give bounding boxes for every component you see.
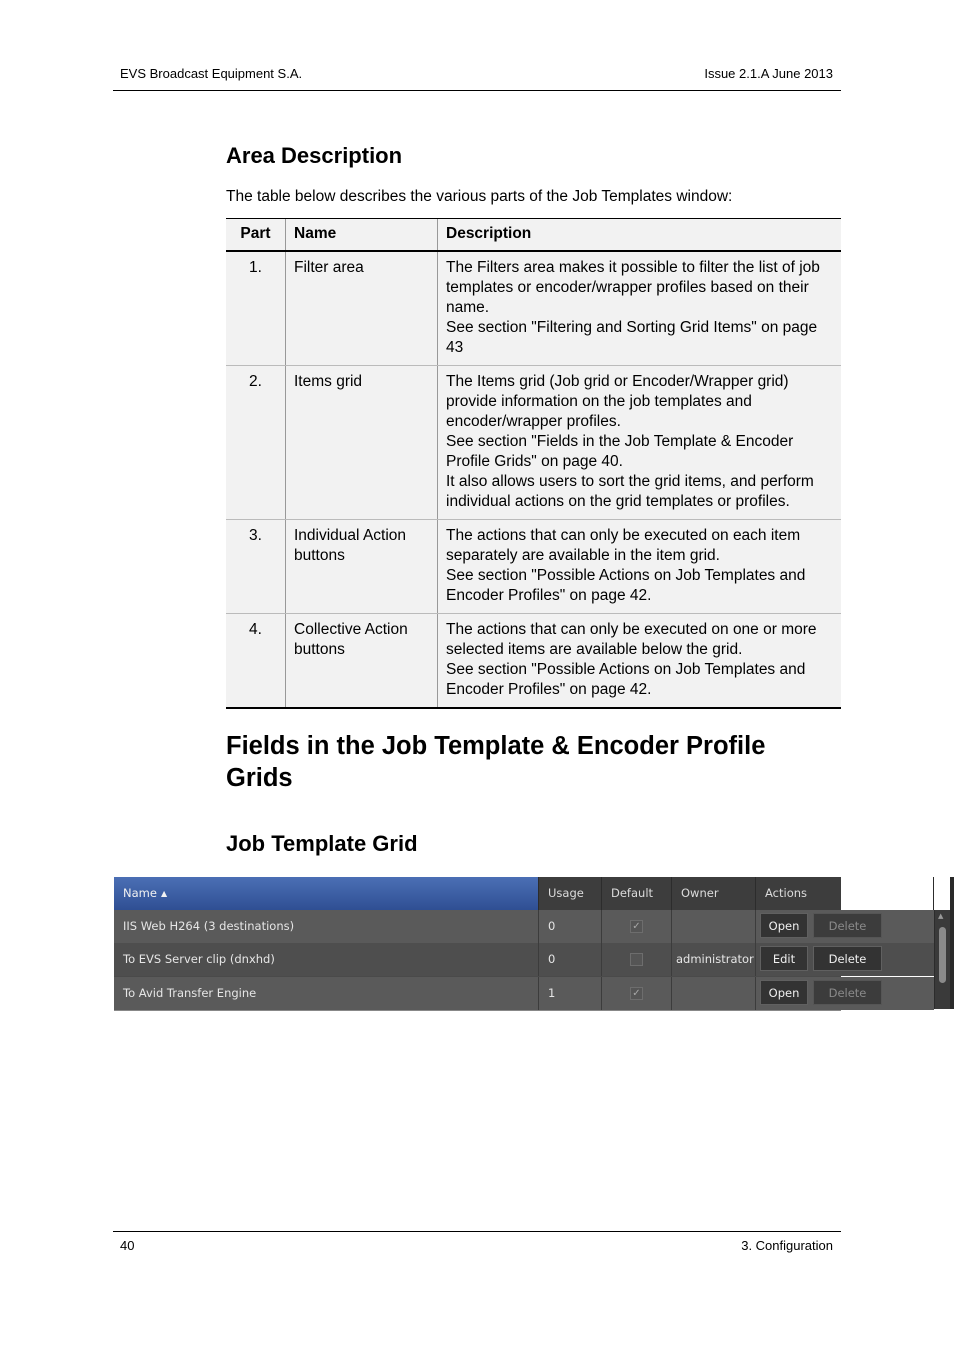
col-header-description: Description [438,219,842,252]
name-cell [286,614,438,709]
description-line: See section "Possible Actions on Job Templates and [446,661,806,678]
grid-row[interactable] [114,910,934,943]
grid-cell-owner [672,977,756,1010]
description-line: individual actions on the grid templates or profiles. [446,493,790,510]
col-header-name: Name [286,219,438,252]
description-line: The Filters area makes it possible to filter the list of job [446,259,820,276]
name-cell [286,366,438,520]
grid-cell-actions [756,977,934,1010]
sort-ascending-icon: ▲ [160,889,168,898]
description-line: selected items are available below the grid. [446,641,743,658]
grid-col-actions: Actions [756,877,934,910]
description-line: The actions that can only be executed on each item [446,527,801,544]
grid-col-name-label: Name [123,886,157,900]
default-checkbox: ✓ [630,920,643,933]
grid-cell-name: IIS Web H264 (3 destinations) [114,910,539,943]
grid-header-corner [934,877,950,910]
grid-col-owner[interactable]: Owner [672,877,756,910]
description-line: Encoder Profiles" on page 42. [446,587,652,604]
header-company: EVS Broadcast Equipment S.A. [120,66,303,81]
grid-cell-usage: 1 [539,977,602,1010]
description-cell [438,520,842,614]
name-cell [286,251,438,366]
table-row [226,614,841,709]
table-row [226,251,841,366]
header-issue: Issue 2.1.A June 2013 [704,66,833,81]
header-rule [113,90,841,91]
job-template-grid-screenshot [114,877,944,1011]
description-line: The actions that can only be executed on one or more [446,621,817,638]
job-template-grid-heading: Job Template Grid [226,831,418,856]
fields-section-heading: Fields in the Job Template & Encoder Profile Grids [226,732,766,792]
grid-cell-usage: 0 [539,910,602,943]
name-line: buttons [294,641,345,658]
scroll-up-icon[interactable]: ▲ [938,912,944,920]
part-cell: 2. [226,366,286,520]
description-line: See section "Filtering and Sorting Grid Items" on page [446,319,818,336]
part-cell: 4. [226,614,286,709]
table-row [226,520,841,614]
scroll-thumb[interactable] [939,927,946,983]
description-line: See section "Fields in the Job Template & Encoder [446,433,794,450]
grid-cell-owner: administrator [672,943,756,976]
grid-cell-name: To Avid Transfer Engine [114,977,539,1010]
open-button[interactable]: Open [760,913,808,938]
description-cell [438,614,842,709]
grid-col-name[interactable] [114,877,539,910]
description-cell [438,366,842,520]
footer-rule [113,1231,841,1232]
chapter-title: 3. Configuration [741,1238,833,1253]
grid-cell-default [602,943,672,976]
description-cell [438,251,842,366]
grid-col-usage[interactable]: Usage [539,877,602,910]
name-line: Items grid [294,373,363,390]
page-number: 40 [120,1238,135,1253]
description-line: Encoder Profiles" on page 42. [446,681,652,698]
part-cell: 3. [226,520,286,614]
grid-header [114,877,841,910]
edit-button[interactable]: Edit [760,946,808,971]
col-header-part: Part [226,219,286,252]
grid-row[interactable] [114,943,934,976]
area-description-table [226,218,841,709]
table-row [226,366,841,520]
area-description-heading: Area Description [226,143,403,168]
description-line: It also allows users to sort the grid items, and perform [446,473,814,490]
name-line: buttons [294,547,345,564]
default-checkbox: ✓ [630,987,643,1000]
description-line: 43 [446,339,464,356]
part-cell: 1. [226,251,286,366]
name-line: Individual Action [294,527,407,544]
open-button[interactable]: Open [760,980,808,1005]
description-line: provide information on the job templates and [446,393,752,410]
grid-cell-owner [672,910,756,943]
description-line: encoder/wrapper profiles. [446,413,621,430]
grid-cell-actions [756,910,934,943]
table-header-row [226,219,841,252]
description-line: separately are available in the item grid. [446,547,720,564]
description-line: See section "Possible Actions on Job Templates and [446,567,806,584]
delete-button: Delete [813,913,882,938]
grid-cell-default [602,910,672,943]
grid-col-default[interactable]: Default [602,877,672,910]
grid-cell-default [602,977,672,1010]
description-line: templates or encoder/wrapper profiles based on their [446,279,809,296]
grid-cell-usage: 0 [539,943,602,976]
description-line: Profile Grids" on page 40. [446,453,623,470]
name-line: Filter area [294,259,364,276]
grid-row[interactable] [114,977,934,1010]
description-line: name. [446,299,490,316]
area-description-intro: The table below describes the various parts of the Job Templates window: [226,188,733,205]
name-line: Collective Action [294,621,408,638]
grid-cell-actions [756,943,934,976]
default-checkbox [630,953,643,966]
name-cell [286,520,438,614]
grid-scrollbar[interactable] [934,910,951,1009]
grid-right-edge [950,877,954,1009]
delete-button: Delete [813,980,882,1005]
grid-cell-name: To EVS Server clip (dnxhd) [114,943,539,976]
delete-button[interactable]: Delete [813,946,882,971]
description-line: The Items grid (Job grid or Encoder/Wrapper grid) [446,373,789,390]
